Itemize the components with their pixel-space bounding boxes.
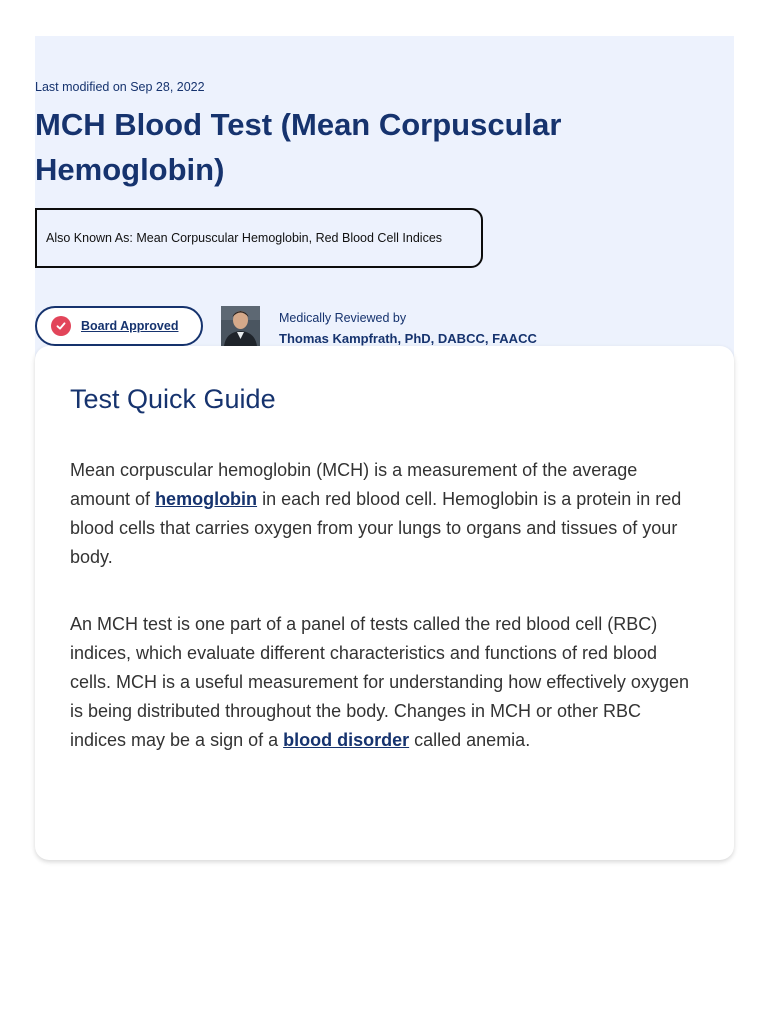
check-icon (51, 316, 71, 336)
board-approved-button[interactable] (35, 306, 203, 346)
reviewer-avatar (221, 306, 260, 346)
quick-guide-card (35, 346, 734, 860)
hemoglobin-link[interactable]: hemoglobin (155, 489, 258, 509)
board-approved-label: Board Approved (81, 319, 179, 333)
also-known-as-box (35, 208, 483, 268)
blood-disorder-link[interactable]: blood disorder (283, 730, 410, 750)
reviewer-name: Thomas Kampfrath, PhD, DABCC, FAACC (279, 331, 537, 346)
medically-reviewed-label: Medically Reviewed by (279, 311, 407, 325)
last-modified-date: Last modified on Sep 28, 2022 (35, 80, 205, 94)
quick-guide-title: Test Quick Guide (70, 384, 276, 414)
quick-guide-paragraph-1: Mean corpuscular hemoglobin (MCH) is a measurement of the average amount of hemoglobin in each red blood cell. Hemoglobin is a protein in red blood cells that carries oxygen from your lungs to organs and tissues of your body. (70, 460, 682, 567)
page-title: MCH Blood Test (Mean Corpuscular Hemoglobin) (35, 107, 562, 187)
also-known-as-text: Also Known As: Mean Corpuscular Hemoglobin, Red Blood Cell Indices (46, 231, 443, 245)
quick-guide-paragraph-2: An MCH test is one part of a panel of tests called the red blood cell (RBC) indices, which evaluate different characteristics and functions of red blood cells. MCH is a useful measurement for understanding how effectively oxygen is being distributed throughout the body. Changes in MCH or other RBC indices may be a sign of a blood disorder called anemia. (70, 614, 689, 750)
